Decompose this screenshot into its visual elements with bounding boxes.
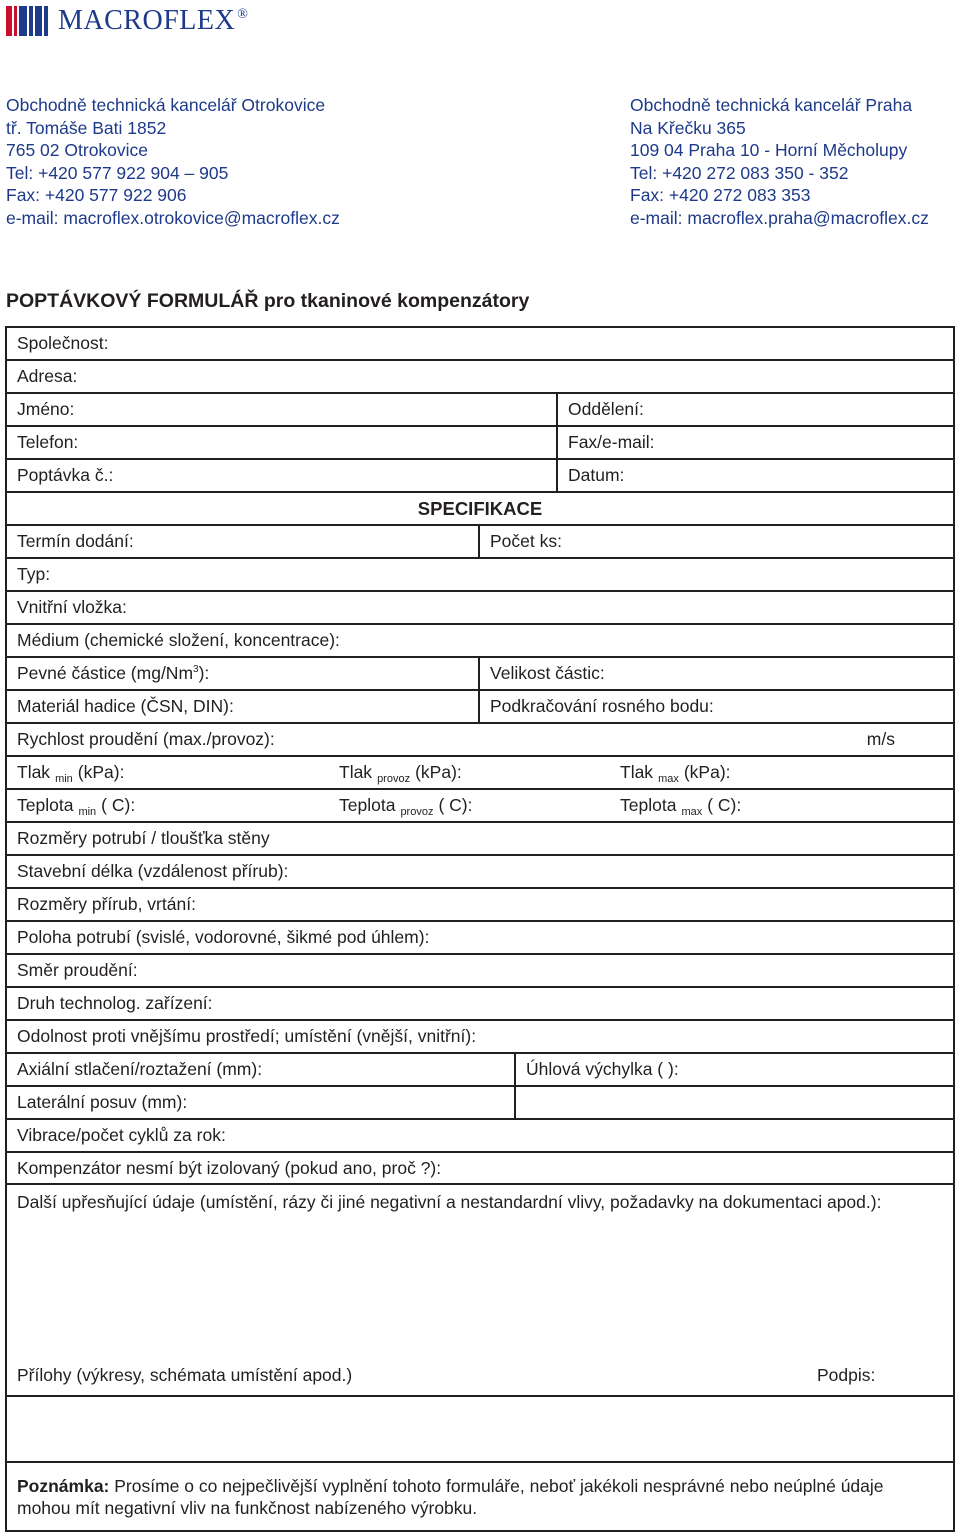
- field-jmeno[interactable]: [7, 394, 556, 425]
- unit-celsius: ( C):: [707, 795, 742, 815]
- label-vibrace: Vibrace/počet cyklů za rok:: [17, 1125, 226, 1145]
- label-teplota: Teplota: [339, 795, 396, 815]
- field-material-hadice[interactable]: [7, 691, 478, 722]
- field-uhlova-vychylka[interactable]: [514, 1054, 953, 1085]
- row-rozmery: [7, 823, 953, 856]
- label-prilohy: Přílohy (výkresy, schémata umístění apod.): [17, 1364, 353, 1385]
- field-druh-zarizeni[interactable]: [7, 988, 953, 1019]
- office-email: e-mail: macroflex.otrokovice@macroflex.cz: [6, 207, 340, 228]
- label-smer-proudeni: Směr proudění:: [17, 960, 138, 980]
- office-name: Obchodně technická kancelář Praha: [630, 95, 913, 115]
- label-teplota: Teplota: [620, 795, 677, 815]
- label-odolnost: Odolnost proti vnějšímu prostředí; umístění (vnější, vnitřní):: [17, 1026, 477, 1046]
- row-material: [7, 691, 953, 724]
- field-odolnost[interactable]: [7, 1021, 953, 1052]
- field-lateralni[interactable]: [7, 1087, 514, 1118]
- office-tel: Tel: +420 272 083 350 - 352: [630, 162, 849, 183]
- field-stavebni-delka[interactable]: [7, 856, 953, 887]
- row-pevne: [7, 658, 953, 691]
- unit-celsius: ( C):: [101, 795, 136, 815]
- field-vlozka[interactable]: [7, 592, 953, 623]
- field-typ[interactable]: [7, 559, 953, 590]
- row-specifikace: [7, 493, 953, 526]
- field-tlak-max[interactable]: [610, 757, 953, 788]
- row-telefon: [7, 427, 953, 460]
- row-adresa: [7, 361, 953, 394]
- field-telefon[interactable]: [7, 427, 556, 458]
- unit-kpa: (kPa):: [683, 762, 731, 782]
- label-podpis: Podpis:: [817, 1364, 876, 1385]
- label-tlak: Tlak: [620, 762, 654, 782]
- label-dalsi-udaje: Další upřesňující údaje (umístění, rázy či jiné negativní a nestandardní vlivy, požadavky na dokumentaci apod.):: [17, 1192, 882, 1212]
- label-poloha-potrubi: Poloha potrubí (svislé, vodorovné, šikmé pod úhlem):: [17, 927, 430, 947]
- label-rychlost: Rychlost proudění (max./provoz):: [17, 729, 275, 749]
- row-izolace: [7, 1153, 953, 1185]
- label-poptavka: Poptávka č.:: [17, 465, 114, 485]
- field-termin[interactable]: [7, 526, 478, 557]
- field-teplota-max[interactable]: [610, 790, 953, 821]
- office-street: Na Křečku 365: [630, 117, 746, 138]
- label-rozmery-prirub: Rozměry přírub, vrtání:: [17, 894, 196, 914]
- field-podkracovani[interactable]: [478, 691, 953, 722]
- field-rozmery-potrubi[interactable]: [7, 823, 953, 854]
- form-title: POPTÁVKOVÝ FORMULÁŘ pro tkaninové kompenzátory: [6, 290, 530, 312]
- field-datum[interactable]: [556, 460, 953, 491]
- label-izolace: Kompenzátor nesmí být izolovaný (pokud ano, proč ?):: [17, 1157, 442, 1178]
- label-rozmery-potrubi: Rozměry potrubí / tloušťka stěny: [17, 828, 270, 848]
- label-uhlova-vychylka: Úhlová výchylka ( ):: [526, 1059, 679, 1079]
- field-fax-email[interactable]: [556, 427, 953, 458]
- office-city: 109 04 Praha 10 - Horní Měcholupy: [630, 140, 908, 161]
- sub-max: max: [681, 805, 703, 818]
- row-rychlost: [7, 724, 953, 757]
- label-fax-email: Fax/e-mail:: [568, 432, 655, 452]
- field-tlak-provoz[interactable]: [329, 757, 609, 788]
- inquiry-form: [5, 326, 955, 1532]
- row-stavebni: [7, 856, 953, 889]
- label-lateralni: Laterální posuv (mm):: [17, 1092, 188, 1112]
- label-axialni: Axiální stlačení/roztažení (mm):: [17, 1059, 263, 1079]
- field-prilohy[interactable]: [7, 1355, 707, 1395]
- label-pevne-castice: Pevné částice (mg/Nm$^3$):: [17, 663, 210, 683]
- company-logo: [6, 4, 248, 38]
- office-street: tř. Tomáše Bati 1852: [6, 117, 167, 138]
- brand-name: MACROFLEX ®: [58, 5, 249, 36]
- note-poznamka: [7, 1463, 893, 1532]
- row-typ: [7, 559, 953, 592]
- label-datum: Datum:: [568, 465, 625, 485]
- label-typ: Typ:: [17, 564, 51, 584]
- row-axialni: [7, 1054, 953, 1087]
- label-pocet: Počet ks:: [490, 531, 562, 551]
- row-dalsi: [7, 1185, 953, 1397]
- office-otrokovice: [6, 94, 340, 230]
- label-oddeleni: Oddělení:: [568, 399, 644, 419]
- field-rozmery-prirub[interactable]: [7, 889, 953, 920]
- label-velikost-castic: Velikost částic:: [490, 663, 605, 683]
- row-poloha: [7, 922, 953, 955]
- row-vibrace: [7, 1120, 953, 1153]
- office-city: 765 02 Otrokovice: [6, 140, 149, 161]
- office-fax: Fax: +420 577 922 906: [6, 185, 187, 206]
- row-tlak: [7, 757, 953, 790]
- office-email: e-mail: macroflex.praha@macroflex.cz: [630, 207, 929, 228]
- label-stavebni-delka: Stavební délka (vzdálenost přírub):: [17, 861, 289, 881]
- row-lateralni: [7, 1087, 953, 1120]
- row-teplota: [7, 790, 953, 823]
- row-poznamka: [7, 1461, 953, 1532]
- row-jmeno: [7, 394, 953, 427]
- field-smer-proudeni[interactable]: [7, 955, 953, 986]
- row-termin: [7, 526, 953, 559]
- row-prirub: [7, 889, 953, 922]
- field-izolace[interactable]: [7, 1153, 953, 1183]
- row-odolnost: [7, 1021, 953, 1054]
- field-velikost-castic[interactable]: [478, 658, 953, 689]
- label-podkracovani: Podkračování rosného bodu:: [490, 696, 714, 716]
- field-poloha-potrubi[interactable]: [7, 922, 953, 953]
- note-label: Poznámka:: [17, 1476, 110, 1496]
- label-teplota: Teplota: [17, 795, 74, 815]
- label-medium: Médium (chemické složení, koncentrace):: [17, 630, 340, 650]
- logo-mark-icon: [6, 6, 48, 36]
- sub-min: min: [55, 772, 73, 785]
- unit-rychlost: m/s: [866, 729, 895, 749]
- sub-provoz: provoz: [400, 805, 434, 818]
- label-tlak: Tlak: [17, 762, 51, 782]
- field-podpis[interactable]: [807, 1355, 953, 1395]
- unit-kpa: (kPa):: [415, 762, 462, 782]
- office-name: Obchodně technická kancelář Otrokovice: [6, 95, 326, 115]
- field-teplota-provoz[interactable]: [329, 790, 609, 821]
- field-uhlova-blank[interactable]: [514, 1087, 953, 1118]
- field-tlak-min[interactable]: [7, 757, 337, 788]
- unit-celsius: ( C):: [438, 795, 473, 815]
- unit-kpa: (kPa):: [77, 762, 125, 782]
- field-oddeleni[interactable]: [556, 394, 953, 425]
- field-axialni[interactable]: [7, 1054, 514, 1085]
- sub-min: min: [78, 805, 97, 818]
- note-text: Prosíme o co nejpečlivější vyplnění tohoto formuláře, neboť jakékoli nesprávné nebo neúplné údaje mohou mít negativní vliv na funkčnost nabízeného výrobku.: [17, 1476, 884, 1518]
- sub-provoz: provoz: [377, 772, 411, 785]
- field-rychlost[interactable]: [7, 724, 953, 755]
- label-telefon: Telefon:: [17, 432, 79, 452]
- label-vlozka: Vnitřní vložka:: [17, 597, 127, 617]
- label-tlak: Tlak: [339, 762, 373, 782]
- field-vibrace[interactable]: [7, 1120, 953, 1151]
- field-pevne-castice[interactable]: [7, 658, 478, 689]
- label-material-hadice: Materiál hadice (ČSN, DIN):: [17, 696, 234, 716]
- sub-max: max: [658, 772, 679, 785]
- label-termin: Termín dodání:: [17, 531, 134, 551]
- field-adresa[interactable]: [7, 361, 953, 392]
- label-spolecnost: Společnost:: [17, 333, 109, 353]
- office-praha: [630, 94, 929, 230]
- office-fax: Fax: +420 272 083 353: [630, 185, 811, 206]
- label-adresa: Adresa:: [17, 366, 78, 386]
- row-medium: [7, 625, 953, 658]
- field-pocet[interactable]: [478, 526, 953, 557]
- label-jmeno: Jméno:: [17, 399, 75, 419]
- section-specifikace: SPECIFIKACE: [417, 497, 543, 519]
- field-medium[interactable]: [7, 625, 953, 656]
- field-poptavka[interactable]: [7, 460, 556, 491]
- office-tel: Tel: +420 577 922 904 – 905: [6, 162, 229, 183]
- label-druh-zarizeni: Druh technolog. zařízení:: [17, 993, 213, 1013]
- row-vlozka: [7, 592, 953, 625]
- row-poptavka: [7, 460, 953, 493]
- field-spolecnost[interactable]: [7, 328, 953, 359]
- row-druh: [7, 988, 953, 1021]
- row-spolecnost: [7, 328, 953, 361]
- row-smer: [7, 955, 953, 988]
- field-teplota-min[interactable]: [7, 790, 337, 821]
